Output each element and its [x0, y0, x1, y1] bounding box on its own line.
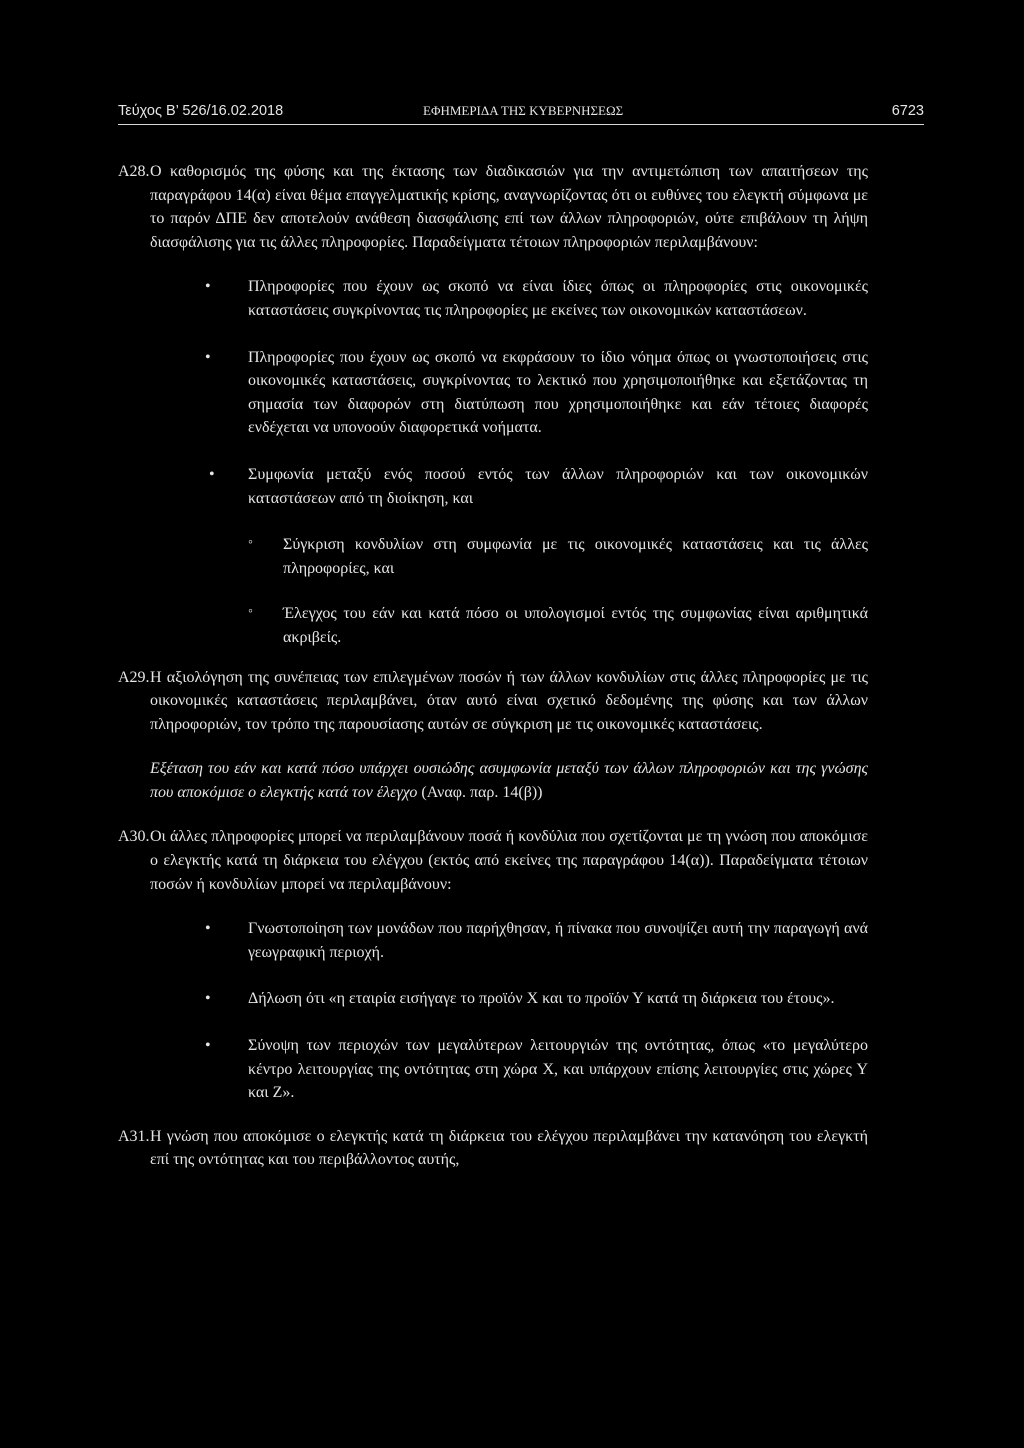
list-item: [150, 917, 868, 964]
bullet-icon: •: [205, 1037, 211, 1055]
circle-bullet-icon: ◦: [248, 535, 253, 551]
a30-bullet-list: [150, 917, 868, 1105]
paragraph-text: Η αξιολόγηση της συνέπειας των επιλεγμένων ποσών ή των άλλων κονδυλίων στις άλλες πληροφορίες με τις οικονομικές καταστάσεις περιλαμβάνει, όταν αυτό είναι σχετικό δεδομένης της φύσης και των άλλων πληροφοριών, τον τρόπο της παρουσίασης αυτών σε σύγκριση με τις οικονομικές καταστάσεις.: [150, 668, 868, 733]
issue-info: Τεύχος Β’ 526/16.02.2018: [118, 103, 284, 119]
list-item-text: Πληροφορίες που έχουν ως σκοπό να εκφράσουν το ίδιο νόημα όπως οι γνωστοποιήσεις στις οικονομικές καταστάσεις, συγκρίνοντας το λεκτικό που χρησιμοποιήθηκε και εξετάζοντας τη σημασία των διαφορών στη διατύπωση που χρησιμοποιήθηκε και εάν τέτοιες διαφορές ενδέχεται να υπονοούν διαφορετικά νοήματα.: [248, 348, 868, 437]
paragraph-text: Η γνώση που αποκόμισε ο ελεγκτής κατά τη διάρκεια του ελέγχου περιλαμβάνει την κατανόηση του ελεγκτή επί της οντότητας και του περιβάλλοντος αυτής,: [150, 1127, 868, 1169]
paragraph-text: Οι άλλες πληροφορίες μπορεί να περιλαμβάνουν ποσά ή κονδύλια που σχετίζονται με τη γνώση που αποκόμισε ο ελεγκτής κατά τη διάρκεια του ελέγχου (εκτός από εκείνες της παραγράφου 14(α)). Παραδείγματα τέτοιων ποσών ή κονδυλίων μπορεί να περιλαμβάνουν:: [150, 828, 868, 893]
paragraph-text: Ο καθορισμός της φύσης και της έκτασης των διαδικασιών για την αντιμετώπιση των απαιτήσεων της παραγράφου 14(α) είναι θέμα επαγγελματικής κρίσης, αναγνωρίζοντας ότι οι ευθύνες του ελεγκτή σύμφωνα με το παρόν ΔΠΕ δεν αποτελούν ανάθεση διασφάλισης επί των άλλων πληροφοριών, ούτε επιβάλουν τη λήψη διασφάλισης για τις άλλες πληροφορίες. Παραδείγματα τέτοιων πληροφοριών περιλαμβάνουν:: [150, 163, 868, 251]
circle-bullet-icon: ◦: [248, 604, 253, 620]
list-item: [150, 1034, 868, 1105]
list-item-text: Δήλωση ότι «η εταιρία εισήγαγε το προϊόν Χ και το προϊόν Υ κατά τη διάρκεια του έτους».: [248, 990, 835, 1008]
gazette-title: ΕΦΗΜΕΡΙΔΑ ΤΗΣ ΚΥΒΕΡΝΗΣΕΩΣ: [423, 103, 624, 118]
paragraph-number: Α30.: [118, 828, 150, 846]
bullet-icon: •: [209, 465, 215, 483]
bullet-icon: •: [205, 990, 211, 1008]
list-item-text: Γνωστοποίηση των μονάδων που παρήχθησαν, ή πίνακα που συνοψίζει αυτή την παραγωγή ανά γεωγραφική περιοχή.: [248, 920, 868, 961]
sub-list-item: [150, 602, 868, 649]
page-number: 6723: [891, 103, 924, 119]
sub-list-item: [150, 533, 868, 580]
paragraph-a30: [118, 825, 868, 896]
list-item-text: Σύνοψη των περιοχών των μεγαλύτερων λειτουργιών της οντότητας, όπως «το μεγαλύτερο κέντρο λειτουργίας της οντότητας στη χώρα Χ, και υπάρχουν επίσης λειτουργίες στις χώρες Υ και Ζ».: [248, 1037, 868, 1102]
paragraph-a29: [118, 666, 868, 737]
page-header: [118, 102, 924, 125]
sub-list-item-text: Έλεγχος του εάν και κατά πόσο οι υπολογισμοί εντός της συμφωνίας είναι αριθμητικά ακριβείς.: [283, 605, 868, 646]
sub-list-item-text: Σύγκριση κονδυλίων στη συμφωνία με τις οικονομικές καταστάσεις και τις άλλες πληροφορίες, και: [283, 536, 868, 577]
list-item: [150, 275, 868, 322]
list-item-text: Πληροφορίες που έχουν ως σκοπό να είναι ίδιες όπως οι πληροφορίες στις οικονομικές καταστάσεις συγκρίνοντας τις πληροφορίες με εκείνες των οικονομικών καταστάσεων.: [248, 278, 868, 319]
list-item: [150, 987, 868, 1011]
paragraph-number: Α31.: [118, 1127, 150, 1145]
section-heading-reference: (Αναφ. παρ. 14(β)): [417, 783, 543, 801]
bullet-icon: •: [205, 348, 211, 366]
section-heading-text: Εξέταση του εάν και κατά πόσο υπάρχει ουσιώδης ασυμφωνία μεταξύ των άλλων πληροφοριών και της γνώσης που αποκόμισε ο ελεγκτής κατά τον έλεγχο: [150, 760, 868, 801]
list-item: [150, 463, 868, 510]
paragraph-a28: [118, 160, 868, 254]
page-body: [118, 160, 868, 1193]
bullet-icon: •: [205, 920, 211, 938]
paragraph-number: Α28.: [118, 163, 150, 180]
paragraph-a31: [118, 1125, 868, 1172]
list-item: [150, 346, 868, 440]
a28-bullet-list: [150, 275, 868, 649]
paragraph-number: Α29.: [118, 668, 150, 686]
bullet-icon: •: [205, 278, 211, 296]
section-heading: [150, 757, 868, 804]
list-item-text: Συμφωνία μεταξύ ενός ποσού εντός των άλλων πληροφοριών και των οικονομικών καταστάσεων από τη διοίκηση, και: [248, 465, 868, 507]
